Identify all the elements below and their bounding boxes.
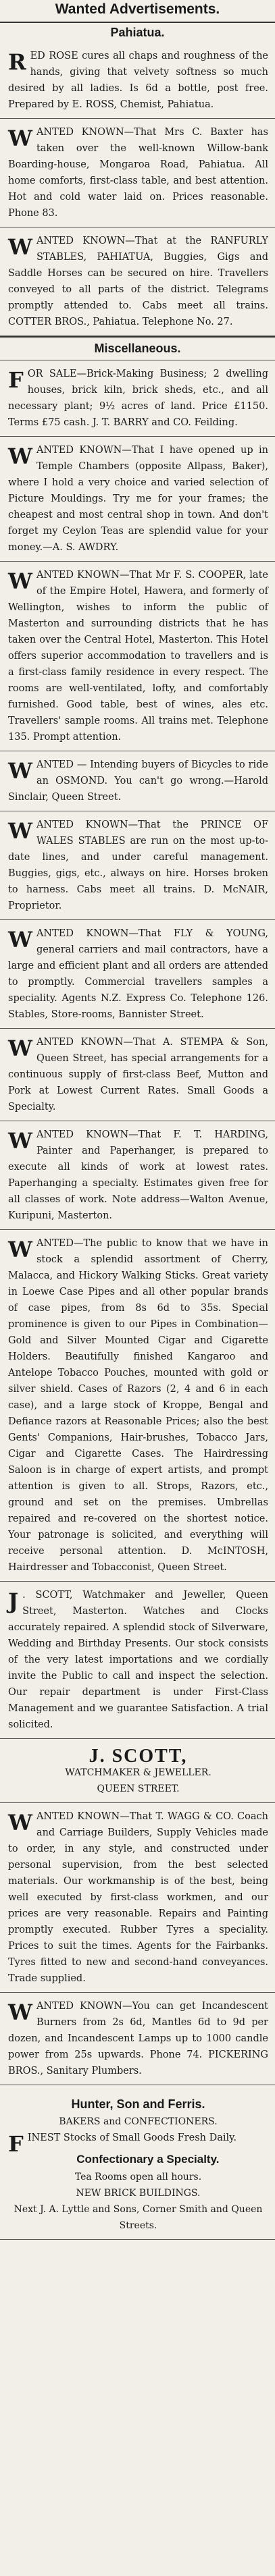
drop-cap: R (8, 49, 26, 75)
ad-text: ANTED KNOWN—That the PRINCE OF WALES STABLES are run on the most up-to-date lines, and under careful management. Buggies, gigs, etc., always on hire. Horses broken to harness. Cabs meet all trains. D. McNAIR, Proprietor. (8, 820, 268, 911)
ad-paragraph (8, 1998, 268, 2079)
hunter-confectionary: Confectionary a Specialty. (76, 2153, 220, 2166)
ad-block (0, 1230, 275, 1582)
ad-block (0, 437, 275, 562)
ad-text: ANTED KNOWN—That FLY & YOUNG, general carriers and mail contractors, have a large and efficient plant and all orders are attended to promptly. Commercial travellers samples a speciality. Agents N.Z. Express Co. Telephone 126. Stables, Store-rooms, Bannister Street. (8, 928, 268, 1020)
drop-cap: F (8, 367, 24, 393)
ad-text: ANTED KNOWN—That Mr F. S. COOPER, late of the Empire Hotel, Hawera, and formerly of Wellington, wishes to inform the public of Masterton and surrounding districts that he has taken over the Central Hotel, Masterton. This Hotel offers superior accommodation to travellers and is a first-class family residence in every respect. The rooms are well-ventilated, lofty, and comfortably furnished. Good table, best of wines, ales etc. Travellers' sample rooms. All trains met. Telephone 135. Prompt attention. (8, 570, 268, 743)
drop-cap: W (8, 234, 32, 260)
region-heading-pahiatua: Pahiatua. (110, 26, 165, 39)
drop-cap: W (8, 1810, 32, 1835)
drop-cap: W (8, 1128, 32, 1154)
drop-cap: W (8, 126, 32, 151)
ad-block (0, 751, 275, 811)
ad-paragraph (8, 233, 268, 330)
ad-block (0, 1993, 275, 2085)
ad-paragraph (8, 925, 268, 1023)
ad-text: ANTED KNOWN—That F. T. HARDING, Painter and Paperhanger, is prepared to execute all kinds of work at lowest rates. Paperhanging a specialty. Estimates given free for all classes of work. Note address—Walton Avenue, Kuripuni, Masterton. (8, 1129, 268, 1221)
ad-paragraph (8, 1034, 268, 1115)
ad-paragraph (8, 366, 268, 431)
hunter-ad (0, 2085, 275, 2240)
drop-cap: W (8, 1237, 32, 1262)
ad-text: ANTED — Intending buyers of Bicycles to ride an OSMOND. You can't go wrong.—Harold Sinclair, Queen Street. (8, 759, 268, 803)
ad-paragraph (8, 757, 268, 805)
ad-block (0, 1029, 275, 1121)
drop-cap: W (8, 568, 32, 594)
ad-paragraph (8, 1587, 268, 1733)
ad-paragraph (8, 1235, 268, 1576)
ad-block (0, 360, 275, 437)
ad-paragraph (8, 1808, 268, 1987)
pahiatua-ads (0, 43, 275, 336)
ad-block (0, 1582, 275, 1739)
miscellaneous-ads (0, 360, 275, 1739)
hunter-building: NEW BRICK BUILDINGS. (76, 2188, 201, 2199)
ad-paragraph (8, 442, 268, 556)
ad-text: ED ROSE cures all chaps and roughness of the hands, giving that velvety softness so much desired by all ladies. Is 6d a bottle, post free. Prepared by E. ROSS, Chemist, Pahiatua. (8, 51, 268, 110)
ad-text: ANTED KNOWN—That I have opened up in Temple Chambers (opposite Allpass, Baker), where I hold a very choice and varied selection of Picture Mouldings. Try me for your frames; the cheapest and most central shop in town. And don't forget my Ceylon Teas are splendid value for your money.—A. S. AWDRY. (8, 445, 268, 553)
ad-paragraph (8, 567, 268, 745)
drop-cap: W (8, 927, 32, 952)
ad-text: . SCOTT, Watchmaker and Jeweller, Queen Street, Masterton. Watches and Clocks accurately repaired. A splendid stock of Silverware, Wedding and Birthday Presents. Our stock consists of the very latest importations and we cordially invite the Public to call and inspect the selection. Our repair department is under First-Class Management and we guarantee Satisfaction. A trial solicited. (8, 1590, 268, 1730)
ad-block (0, 1121, 275, 1230)
ad-text: ANTED—The public to know that we have in stock a splendid assortment of Cherry, Malacca, and Hickory Walking Sticks. Great variety in Loewe Case Pipes and all other popular brands of case pipes, from 8s 6d to 35s. Special prominence is given to our Pipes in Combination—Gold and Silver Mounted Cigar and Cigarette Holders. Beautifully finished Kangaroo and Antelope Tobacco Pouches, mounted with gold or silver shield. Cases of Razors (2, 4 and 6 in each case), and a large stock of Kroppe, Bengal and Defiance razors at Reasonable Prices; also the best Gents' Companions, Hair-brushes, Tobacco Jars, Cigar and Cigarette Cases. The Hairdressing Saloon is in charge of expert artists, and prompt attention is given to all. Strops, Razors, etc., ground and set on the premises. Umbrellas repaired and re-covered on the shortest notice. Your patronage is solicited, and everything will receive personal attention. D. McINTOSH, Hairdresser and Tobacconist, Queen Street. (8, 1238, 268, 1573)
drop-cap: W (8, 758, 32, 784)
section-heading-miscellaneous: Miscellaneous. (0, 336, 275, 360)
ad-text: OR SALE—Brick-Making Business; 2 dwelling houses, brick kiln, brick sheds, etc., and all necessary plant; 9½ acres of land. Price £1150. Terms £75 cash. J. T. BARRY and CO. Feilding. (8, 369, 268, 428)
hunter-text: INEST Stocks of Small Goods Fresh Daily. (27, 2132, 237, 2143)
ad-paragraph (8, 48, 268, 113)
ad-text: ANTED KNOWN—You can get Incandescent Burners from 2s 6d, Mantles 6d to 9d per dozen, and Incandescent Lamps up to 1000 candle power from 25s upwards. Phone 74. PICKERING BROS., Sanitary Plumbers. (8, 2001, 268, 2076)
drop-cap: W (8, 818, 32, 844)
drop-cap: J (8, 1588, 19, 1614)
ad-text: ANTED KNOWN—That T. WAGG & CO. Coach and Carriage Builders, Supply Vehicles made to order, in any style, and constructed under personal supervision, from the best selected materials. Our workmanship is of the best, being well executed by first-class workmen, and our prices are very reasonable. Repairs and Painting promptly executed. Rubber Tyres a speciality. Prices to suit the times. Agents for the Fairbanks. Tyres fitted to new and second-hand conveyances. Trade supplied. (8, 1811, 268, 1984)
hunter-drop-cap: F (8, 2131, 24, 2157)
ad-block (0, 811, 275, 920)
ad-block (0, 562, 275, 751)
ad-text: ANTED KNOWN—That A. STEMPA & Son, Queen Street, has special arrangements for a continuous supply of first-class Beef, Mutton and Pork at Lowest Current Rates. Small Goods a Specialty. (8, 1037, 268, 1112)
drop-cap: W (8, 444, 32, 469)
ad-block (0, 119, 275, 227)
ad-block (0, 43, 275, 119)
page-title: Wanted Advertisements. (0, 0, 275, 23)
ad-paragraph (8, 1127, 268, 1224)
ad-block (0, 920, 275, 1029)
ad-paragraph (8, 124, 268, 221)
scott-display-ad (0, 1739, 275, 1803)
ad-text: ANTED KNOWN—That at the RANFURLY STABLES, PAHIATUA, Buggies, Gigs and Saddle Horses can be secured on hire. Travellers conveyed to all parts of the district. Telegrams promptly attended to. Cabs meet all trains. COTTER BROS., Pahiatua. Telephone No. 27. (8, 236, 268, 327)
scott-trade: WATCHMAKER & JEWELLER. (65, 1767, 211, 1778)
ad-text: ANTED KNOWN—That Mrs C. Baxter has taken over the well-known Willow-bank Boarding-house, Mongaroa Road, Pahiatua. All home comforts, first-class table, and best attention. Hot and cold water laid on. Prices reasonable. Phone 83. (8, 127, 268, 219)
drop-cap: W (8, 1036, 32, 1061)
scott-street: QUEEN STREET. (97, 1783, 180, 1794)
miscellaneous-ads-2 (0, 1803, 275, 2085)
ad-block (0, 227, 275, 336)
ad-paragraph (8, 817, 268, 914)
ad-block (0, 1803, 275, 1993)
hunter-title: Hunter, Son and Ferris. (71, 2097, 205, 2111)
hunter-address: Next J. A. Lyttle and Sons, Corner Smith and Queen Streets. (14, 2204, 263, 2231)
drop-cap: W (8, 2000, 32, 2025)
hunter-tea: Tea Rooms open all hours. (74, 2172, 202, 2182)
scott-name: J. SCOTT, (89, 1746, 188, 1767)
hunter-subtitle: BAKERS and CONFECTIONERS. (59, 2116, 218, 2127)
